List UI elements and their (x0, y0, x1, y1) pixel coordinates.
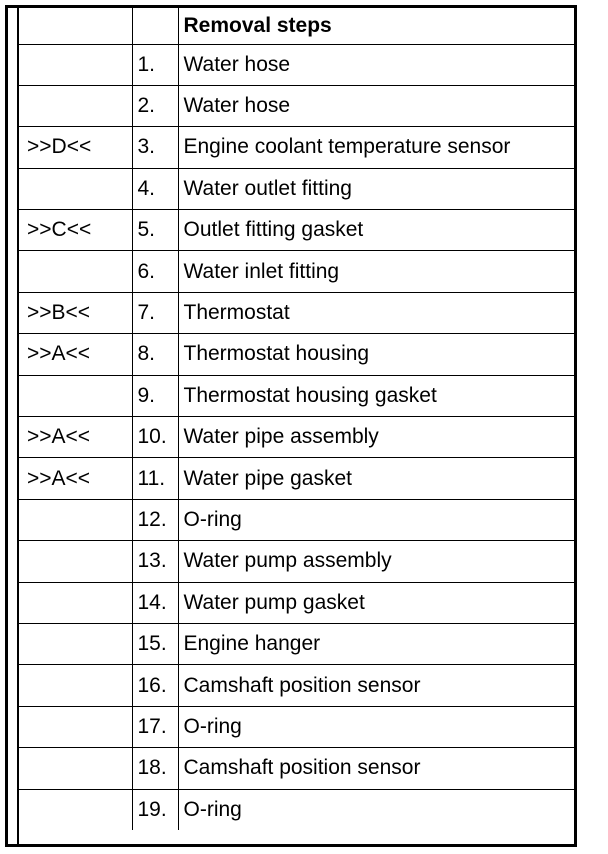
step-number: 19. (132, 789, 178, 830)
reference-cell (19, 748, 132, 789)
step-name: Water pump gasket (178, 582, 577, 623)
table-row (19, 375, 577, 416)
step-number: 3. (132, 127, 178, 168)
step-name: Engine hanger (178, 623, 577, 664)
step-name: Thermostat housing (178, 334, 577, 375)
step-name: Water outlet fitting (178, 168, 577, 209)
reference-cell: >>B<< (19, 292, 132, 333)
reference-cell (19, 251, 132, 292)
reference-cell (19, 665, 132, 706)
step-number: 14. (132, 582, 178, 623)
table-row (19, 168, 577, 209)
step-name: Thermostat (178, 292, 577, 333)
header-number-cell (132, 8, 178, 44)
step-name: Camshaft position sensor (178, 748, 577, 789)
step-name: O-ring (178, 499, 577, 540)
step-name: Thermostat housing gasket (178, 375, 577, 416)
step-number: 5. (132, 210, 178, 251)
table-row (19, 499, 577, 540)
step-name: O-ring (183, 797, 242, 821)
table-row (19, 251, 577, 292)
table-row (19, 623, 577, 664)
reference-cell (19, 85, 132, 126)
step-name: Water pipe assembly (178, 417, 577, 458)
table-header-row (19, 8, 577, 44)
step-number: 6. (132, 251, 178, 292)
table-row (19, 44, 577, 85)
step-name: Camshaft position sensor (178, 665, 577, 706)
step-name: Engine coolant temperature sensor (178, 127, 577, 168)
step-number: 2. (132, 85, 178, 126)
reference-cell (19, 623, 132, 664)
step-number: 11. (132, 458, 178, 499)
step-name: Water hose (178, 85, 577, 126)
step-number: 18. (132, 748, 178, 789)
reference-cell (19, 706, 132, 747)
table-row (19, 417, 577, 458)
reference-cell: >>A<< (19, 417, 132, 458)
step-number: 1. (132, 44, 178, 85)
reference-cell (19, 375, 132, 416)
table-row (19, 789, 577, 830)
removal-steps-sheet (5, 5, 577, 847)
step-name: Water hose (178, 44, 577, 85)
table-row (19, 748, 577, 789)
step-number: 7. (132, 292, 178, 333)
step-number: 15. (132, 623, 178, 664)
reference-cell (19, 44, 132, 85)
reference-cell: >>A<< (19, 458, 132, 499)
step-number: 13. (132, 541, 178, 582)
step-number: 8. (132, 334, 178, 375)
reference-cell (19, 499, 132, 540)
step-number: 4. (132, 168, 178, 209)
step-name: Water inlet fitting (178, 251, 577, 292)
step-number: 9. (132, 375, 178, 416)
table-row (19, 292, 577, 333)
reference-cell (19, 168, 132, 209)
removal-steps-table (19, 8, 577, 830)
reference-cell (19, 582, 132, 623)
table-row (19, 458, 577, 499)
step-name: Water pump assembly (178, 541, 577, 582)
table-row (19, 127, 577, 168)
table-row (19, 85, 577, 126)
table-row (19, 541, 577, 582)
step-name: Outlet fitting gasket (178, 210, 577, 251)
table-row (19, 334, 577, 375)
table-row (19, 210, 577, 251)
reference-cell (19, 789, 132, 830)
header-title: Removal steps (178, 8, 577, 44)
step-name: O-ring (178, 706, 577, 747)
reference-cell: >>D<< (19, 127, 132, 168)
step-number: 16. (132, 665, 178, 706)
step-name: Water pipe gasket (178, 458, 577, 499)
step-number: 10. (132, 417, 178, 458)
reference-cell: >>A<< (19, 334, 132, 375)
reference-cell: >>C<< (19, 210, 132, 251)
table-row (19, 706, 577, 747)
table-row (19, 582, 577, 623)
step-number: 12. (132, 499, 178, 540)
reference-cell (19, 541, 132, 582)
table-row (19, 665, 577, 706)
step-number: 17. (132, 706, 178, 747)
header-reference-cell (19, 8, 132, 44)
